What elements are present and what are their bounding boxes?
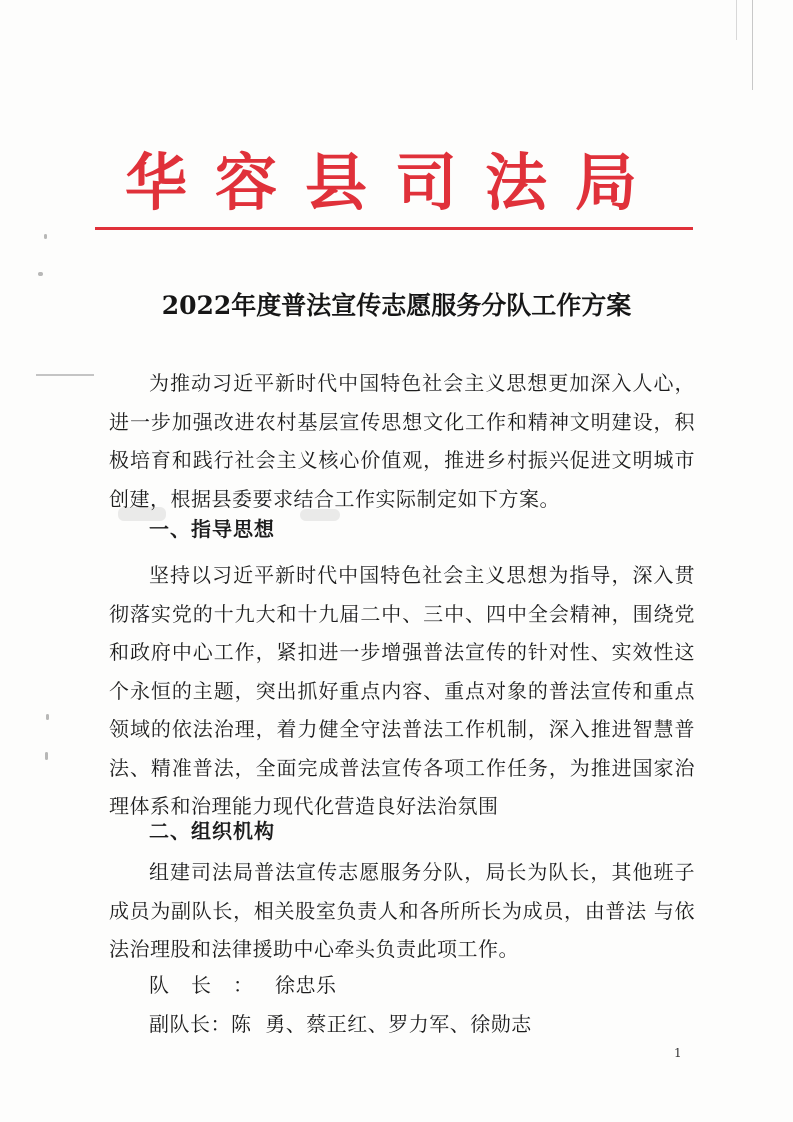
intro-paragraph: 为推动习近平新时代中国特色社会主义思想更加深入人心，进一步加强改进农村基层宣传思想文化工作和精神文明建设，积极培育和践行社会主义核心价值观，推进乡村振兴促进文明城市创建，根据县委要求结合工作实际制定如下方案。 [109,371,695,511]
scan-edge-line [736,0,737,40]
deputy-leader-names: 陈 勇、蔡正红、罗力军、徐勋志 [231,1012,532,1036]
section-heading-guiding-thought: 一、指导思想 [149,517,275,541]
scan-speck [46,714,49,720]
team-leader-name: 徐忠乐 [275,973,337,997]
scan-streak [36,374,94,376]
deputy-leader-label: 副队长： [149,1012,231,1036]
letterhead-divider [95,227,693,230]
scan-speck [38,272,43,276]
page-number: 1 [674,1046,682,1060]
section-heading-organization: 二、组织机构 [149,819,275,843]
team-leader-line [149,970,337,1000]
scan-speck [44,234,47,239]
scan-speck [45,752,48,760]
scan-edge-line [752,0,753,90]
section-paragraph-organization: 组建司法局普法宣传志愿服务分队，局长为队长，其他班子成员为副队长，相关股室负责人和各所所长为成员，由普法 与依法治理股和法律援助中心牵头负责此项工作。 [109,860,695,961]
organization-letterhead: 华容县司法局 [124,146,665,219]
document-title: 2022年度普法宣传志愿服务分队工作方案 [161,291,632,320]
team-leader-label: 队长： [149,973,275,997]
deputy-leader-line [149,1009,532,1039]
section-paragraph-guiding-thought: 坚持以习近平新时代中国特色社会主义思想为指导，深入贯彻落实党的十九大和十九届二中、三中、四中全会精神，围绕党和政府中心工作，紧扣进一步增强普法宣传的针对性、实效性这个永恒的主题，突出抓好重点内容、重点对象的普法宣传和重点领域的依法治理，着力健全守法普法工作机制，深入推进智慧普法、精准普法，全面完成普法宣传各项工作任务，为推进国家治理体系和治理能力现代化营造良好法治氛围 [109,563,695,818]
